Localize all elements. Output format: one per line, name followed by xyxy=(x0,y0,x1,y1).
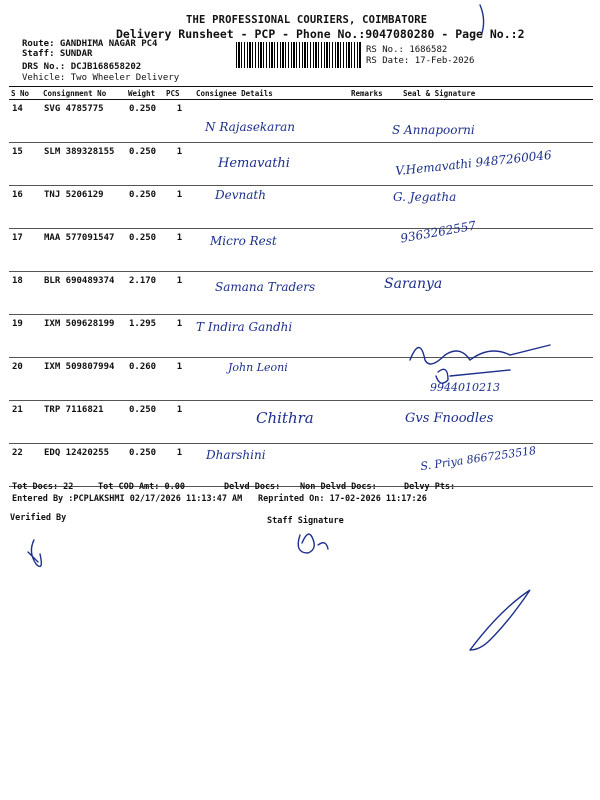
col-header: Remarks xyxy=(349,87,389,100)
signature-handwriting: 9944010213 xyxy=(430,381,500,394)
consignee-handwriting: N Rajasekaran xyxy=(205,120,295,134)
non-delivered-docs: Non Delvd Docs: xyxy=(300,482,377,492)
consignee-handwriting: Dharshini xyxy=(206,448,266,462)
staff-signature-label: Staff Signature xyxy=(267,516,344,526)
route-label: Route: GANDHIMA NAGAR PC4 xyxy=(22,39,158,49)
consignment-cell: IXM 509628199 xyxy=(41,315,126,358)
signature-handwriting: 9363262557 xyxy=(399,218,477,246)
signature-handwriting: G. Jegatha xyxy=(393,190,457,204)
sno-cell: 15 xyxy=(9,143,41,186)
verified-by-label: Verified By xyxy=(10,513,67,523)
weight-cell: 1.295 xyxy=(126,315,164,358)
consignment-cell: SVG 4785775 xyxy=(41,100,126,143)
signature-handwriting: V.Hemavathi 9487260046 xyxy=(394,147,553,179)
pcs-cell: 1 xyxy=(164,143,194,186)
consignee-handwriting: Devnath xyxy=(215,188,266,202)
col-header: Seal & Signature xyxy=(389,87,593,100)
weight-cell: 0.250 xyxy=(126,186,164,229)
consignee-handwriting: Chithra xyxy=(256,409,314,427)
pcs-cell: 1 xyxy=(164,272,194,315)
consignment-cell: MAA 577091547 xyxy=(41,229,126,272)
col-header: PCS xyxy=(164,87,194,100)
vehicle-label: Vehicle: Two Wheeler Delivery xyxy=(22,73,180,83)
total-docs: Tot Docs: 22 xyxy=(12,482,74,492)
weight-cell: 0.250 xyxy=(126,444,164,487)
col-header: S No xyxy=(9,87,41,100)
signature-scribble xyxy=(470,590,530,650)
signature-handwriting: Saranya xyxy=(384,276,443,292)
sno-cell: 19 xyxy=(9,315,41,358)
pcs-cell: 1 xyxy=(164,100,194,143)
rs-date: RS Date: 17-Feb-2026 xyxy=(366,56,475,66)
company-title: THE PROFESSIONAL COURIERS, COIMBATORE xyxy=(186,14,428,26)
signature-scribble xyxy=(410,345,550,364)
staff-label: Staff: SUNDAR xyxy=(22,49,93,59)
pcs-cell: 1 xyxy=(164,229,194,272)
signature-scribble xyxy=(298,534,328,553)
weight-cell: 2.170 xyxy=(126,272,164,315)
rs-number: RS No.: 1686582 xyxy=(366,45,448,55)
pcs-cell: 1 xyxy=(164,315,194,358)
sno-cell: 17 xyxy=(9,229,41,272)
signature-scribble xyxy=(28,540,41,566)
col-header: Consignee Details xyxy=(194,87,349,100)
weight-cell: 0.250 xyxy=(126,143,164,186)
consignment-cell: BLR 690489374 xyxy=(41,272,126,315)
col-header: Weight xyxy=(126,87,164,100)
consignment-cell: EDQ 12420255 xyxy=(41,444,126,487)
weight-cell: 0.250 xyxy=(126,229,164,272)
consignee-handwriting: T Indira Gandhi xyxy=(196,320,293,334)
total-cod-amount: Tot COD Amt: 0.00 xyxy=(98,482,185,492)
sno-cell: 20 xyxy=(9,358,41,401)
weight-cell: 0.260 xyxy=(126,358,164,401)
sno-cell: 21 xyxy=(9,401,41,444)
consignment-cell: SLM 389328155 xyxy=(41,143,126,186)
pcs-cell: 1 xyxy=(164,358,194,401)
sno-cell: 14 xyxy=(9,100,41,143)
signature-scribble xyxy=(480,5,484,33)
drs-label: DRS No.: DCJB168658202 xyxy=(22,62,142,72)
consignee-handwriting: Hemavathi xyxy=(218,156,290,171)
consignment-cell: TNJ 5206129 xyxy=(41,186,126,229)
signature-handwriting: Gvs Fnoodles xyxy=(405,411,494,426)
pcs-cell: 1 xyxy=(164,401,194,444)
weight-cell: 0.250 xyxy=(126,401,164,444)
consignment-cell: IXM 509807994 xyxy=(41,358,126,401)
signature-handwriting: S Annapoorni xyxy=(392,123,475,137)
consignment-cell: TRP 7116821 xyxy=(41,401,126,444)
sno-cell: 22 xyxy=(9,444,41,487)
signature-scribble xyxy=(436,369,510,383)
consignee-handwriting: Samana Traders xyxy=(215,280,316,294)
consignee-handwriting: Micro Rest xyxy=(210,234,277,248)
pcs-cell: 1 xyxy=(164,186,194,229)
reprinted-on: Reprinted On: 17-02-2026 11:17:26 xyxy=(258,494,427,504)
pcs-cell: 1 xyxy=(164,444,194,487)
consignee-handwriting: John Leoni xyxy=(228,361,288,374)
delivered-docs: Delvd Docs: xyxy=(224,482,281,492)
entered-by: Entered By :PCPLAKSHMI 02/17/2026 11:13:47 AM xyxy=(12,494,243,504)
sno-cell: 18 xyxy=(9,272,41,315)
sno-cell: 16 xyxy=(9,186,41,229)
signature-handwriting: S. Priya 8667253518 xyxy=(419,443,537,474)
runsheet-subtitle: Delivery Runsheet - PCP - Phone No.:9047080280 - Page No.:2 xyxy=(116,27,525,41)
delivery-points: Delvy Pts: xyxy=(404,482,456,492)
weight-cell: 0.250 xyxy=(126,100,164,143)
col-header: Consignment No xyxy=(41,87,126,100)
